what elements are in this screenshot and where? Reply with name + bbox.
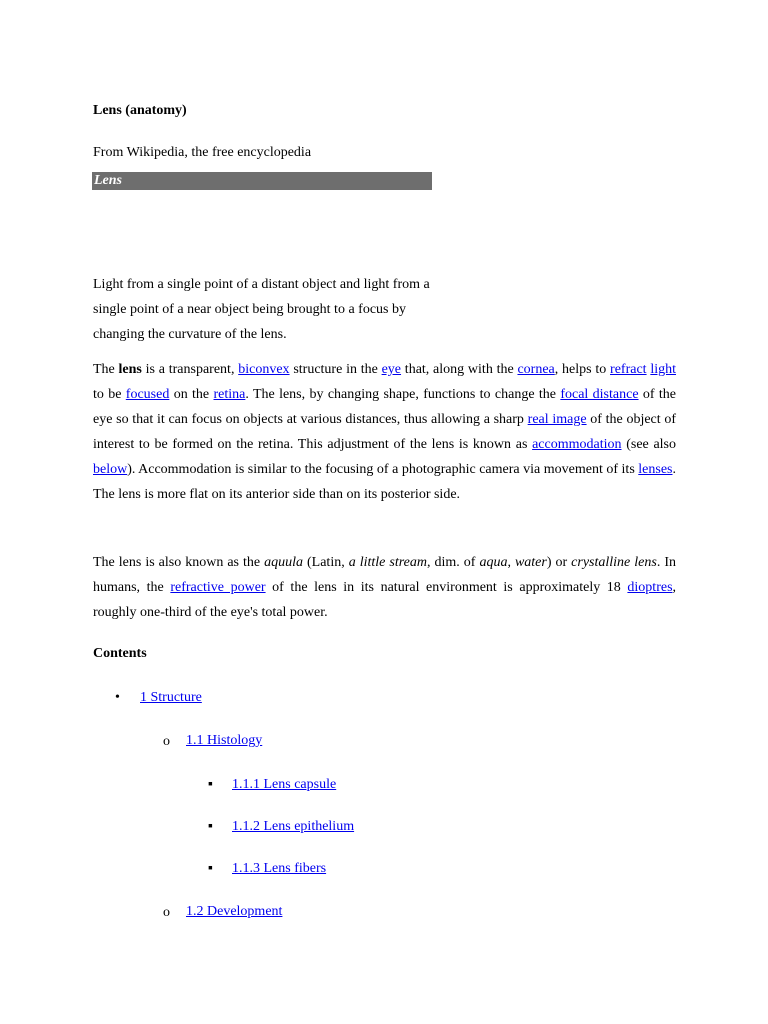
link-dioptres[interactable]: dioptres	[627, 580, 673, 595]
text: on the	[169, 387, 214, 402]
link-light[interactable]: light	[650, 362, 677, 377]
page-title: Lens (anatomy)	[93, 103, 187, 118]
infobox-header	[92, 172, 432, 190]
paragraph-1	[93, 357, 676, 507]
link-biconvex[interactable]: biconvex	[238, 362, 290, 377]
link-eye[interactable]: eye	[381, 362, 402, 377]
text: of the eye so that it can focus on objects at various distances, thus allowing a sharp	[93, 387, 677, 427]
bullet-circle-icon: o	[163, 734, 170, 749]
bullet-disc-icon: •	[115, 690, 120, 705]
toc-item-lens-fibers[interactable]: 1.1.3 Lens fibers	[232, 861, 327, 876]
bold-term-lens: lens	[118, 362, 142, 377]
link-lenses[interactable]: lenses	[638, 462, 673, 477]
paragraph-2	[93, 550, 676, 625]
link-real-image[interactable]: real image	[527, 412, 587, 427]
text: , helps to	[554, 362, 611, 377]
bullet-square-icon: ▪	[208, 819, 213, 834]
text: that, along with the	[401, 362, 518, 377]
text: , roughly one-third of the eye's total power.	[93, 580, 677, 620]
source-line: From Wikipedia, the free encyclopedia	[93, 145, 312, 160]
contents-heading: Contents	[93, 646, 147, 661]
text: (Latin,	[303, 555, 349, 570]
text: ,	[507, 555, 515, 570]
text: to be	[93, 387, 126, 402]
italic-term: crystalline lens	[571, 555, 657, 570]
bullet-circle-icon: o	[163, 905, 170, 920]
link-accommodation[interactable]: accommodation	[532, 437, 622, 452]
bullet-square-icon: ▪	[208, 777, 213, 792]
link-below[interactable]: below	[93, 462, 128, 477]
text: The	[93, 362, 119, 377]
toc-item-lens-epithelium[interactable]: 1.1.2 Lens epithelium	[232, 819, 355, 834]
italic-term: aqua	[479, 555, 508, 570]
text: . In humans, the	[93, 555, 676, 595]
text: structure in the	[289, 362, 382, 377]
link-refract[interactable]: refract	[610, 362, 647, 377]
text: . The lens, by changing shape, functions to change the	[245, 387, 561, 402]
text: ). Accommodation is similar to the focusing of a photographic camera via movement of its	[127, 462, 639, 477]
link-focal-distance[interactable]: focal distance	[560, 387, 639, 402]
link-cornea[interactable]: cornea	[517, 362, 555, 377]
text: of the lens in its natural environment is approximately 18	[265, 580, 628, 595]
text: is a transparent,	[141, 362, 239, 377]
text: The lens is also known as the	[93, 555, 265, 570]
link-focused[interactable]: focused	[125, 387, 170, 402]
text: ) or	[546, 555, 572, 570]
image-caption: Light from a single point of a distant object and light from a single point of a near object being brought to a focus by changing the curvature of the lens.	[93, 277, 430, 342]
text: , dim. of	[426, 555, 480, 570]
italic-term: a little stream	[348, 555, 427, 570]
toc-item-histology[interactable]: 1.1 Histology	[186, 733, 263, 748]
toc-item-structure[interactable]: 1 Structure	[140, 690, 202, 705]
toc-item-lens-capsule[interactable]: 1.1.1 Lens capsule	[232, 777, 337, 792]
italic-term: aquula	[264, 555, 303, 570]
link-retina[interactable]: retina	[213, 387, 246, 402]
text: of the object of interest to be formed on the retina. This adjustment of the lens is known as	[93, 412, 677, 452]
text: (see also	[621, 437, 676, 452]
link-refractive-power[interactable]: refractive power	[170, 580, 266, 595]
toc-item-development[interactable]: 1.2 Development	[186, 904, 283, 919]
infobox-title: Lens	[94, 173, 122, 188]
text: . The lens is more flat on its anterior side than on its posterior side.	[93, 462, 676, 502]
italic-term: water	[514, 555, 547, 570]
bullet-square-icon: ▪	[208, 861, 213, 876]
